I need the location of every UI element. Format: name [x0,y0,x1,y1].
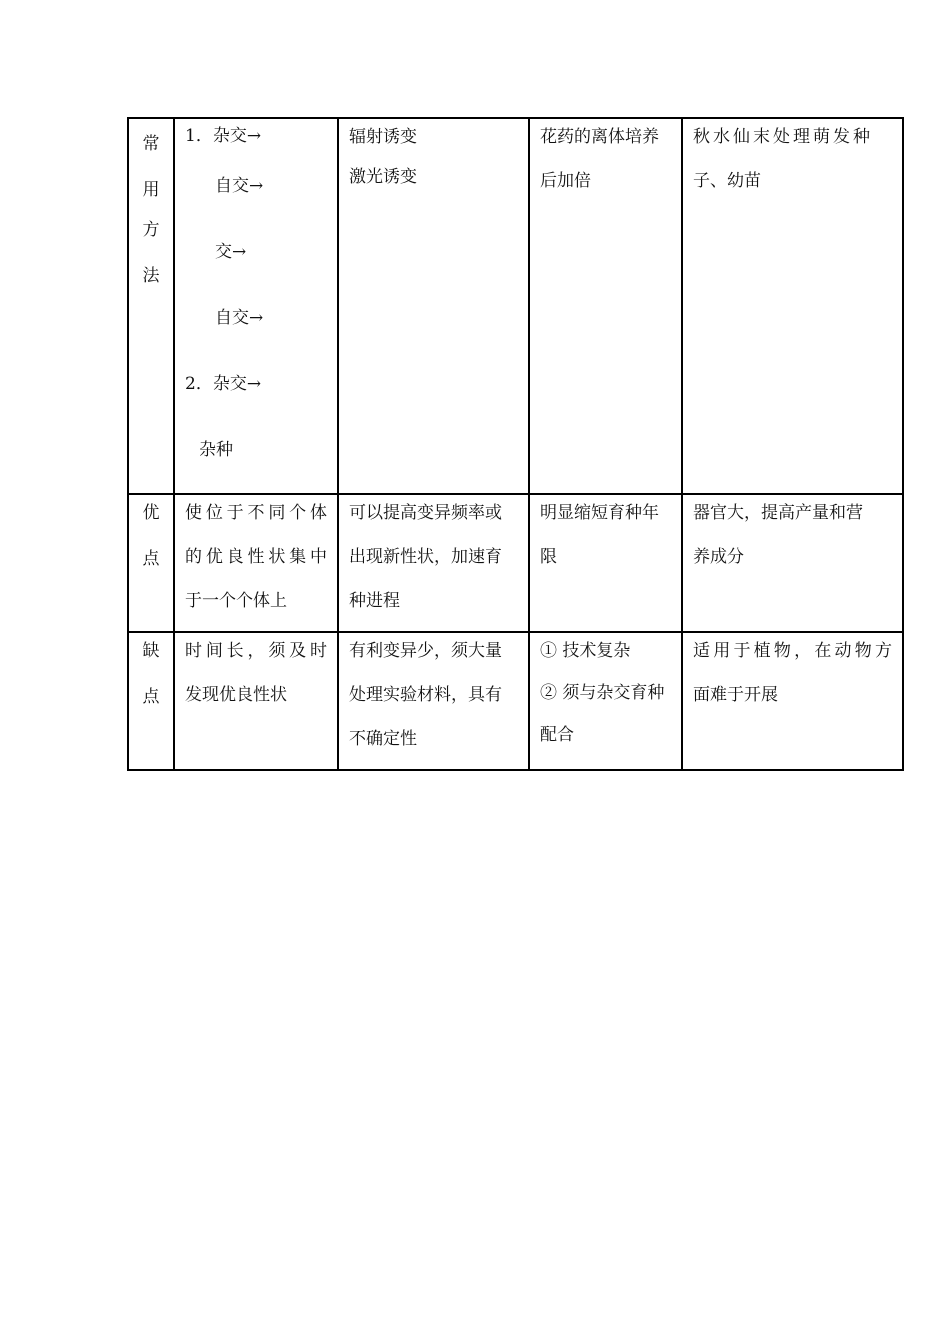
text-line: 面难于开展 [693,685,778,705]
cell-polyploid-disadvantage [682,632,903,770]
cell-haploid-advantage [529,494,682,632]
text-line: 交→ [215,242,247,262]
text-line: 2．杂交→ [185,374,262,394]
text-line: 花药的离体培养 [540,127,659,147]
row-label-char: 用 [142,180,160,200]
text-line: 种进程 [349,591,400,611]
row-label-advantages [128,494,174,632]
text-line: 不确定性 [349,729,417,749]
text-line: 发现优良性状 [185,685,287,705]
row-label-disadvantages [128,632,174,770]
row-label-char: 常 [142,134,160,154]
text-line: 器官大，提高产量和营 [693,503,863,523]
row-label-char: 优 [142,503,160,523]
text-line: ① 技术复杂 [540,641,631,661]
text-line: 激光诱变 [349,167,417,187]
text-line: 自交→ [215,176,264,196]
text-line: 使位于不同个体 [185,503,327,523]
row-label-methods [128,118,174,494]
cell-hybrid-advantage [174,494,338,632]
text-line: 1．杂交→ [185,126,262,146]
cell-polyploid-advantage [682,494,903,632]
cell-mutation-advantage [338,494,529,632]
text-line: 限 [540,547,557,567]
cell-haploid-method [529,118,682,494]
table-row-methods [128,118,903,494]
text-line: 出现新性状，加速育 [349,547,502,567]
text-line: 秋水仙末处理萌发种 [693,127,873,147]
text-line: 自交→ [215,308,264,328]
text-line: 养成分 [693,547,744,567]
text-line: 明显缩短育种年 [540,503,659,523]
text-line: 处理实验材料，具有 [349,685,502,705]
row-label-char: 方 [142,220,160,240]
row-label-char: 点 [142,549,160,569]
row-label-char: 点 [142,687,160,707]
row-label-char: 法 [142,266,160,286]
text-line: 适用于植物，在动物方 [693,641,892,661]
cell-polyploid-method [682,118,903,494]
breeding-methods-table [127,117,904,771]
text-line: 杂种 [199,440,233,460]
row-label-char: 缺 [142,641,160,661]
text-line: 辐射诱变 [349,127,417,147]
text-line: 可以提高变异频率或 [349,503,502,523]
cell-haploid-disadvantage [529,632,682,770]
text-line: 时间长，须及时 [185,641,327,661]
cell-mutation-disadvantage [338,632,529,770]
cell-hybrid-method [174,118,338,494]
text-line: 于一个个体上 [185,591,287,611]
text-line: 后加倍 [540,171,591,191]
text-line: 的优良性状集中 [185,547,327,567]
text-line: ② 须与杂交育种 [540,683,665,703]
cell-mutation-method [338,118,529,494]
text-line: 配合 [540,725,574,745]
table-row-advantages [128,494,903,632]
text-line: 有利变异少，须大量 [349,641,502,661]
cell-hybrid-disadvantage [174,632,338,770]
table-row-disadvantages [128,632,903,770]
text-line: 子、幼苗 [693,171,761,191]
